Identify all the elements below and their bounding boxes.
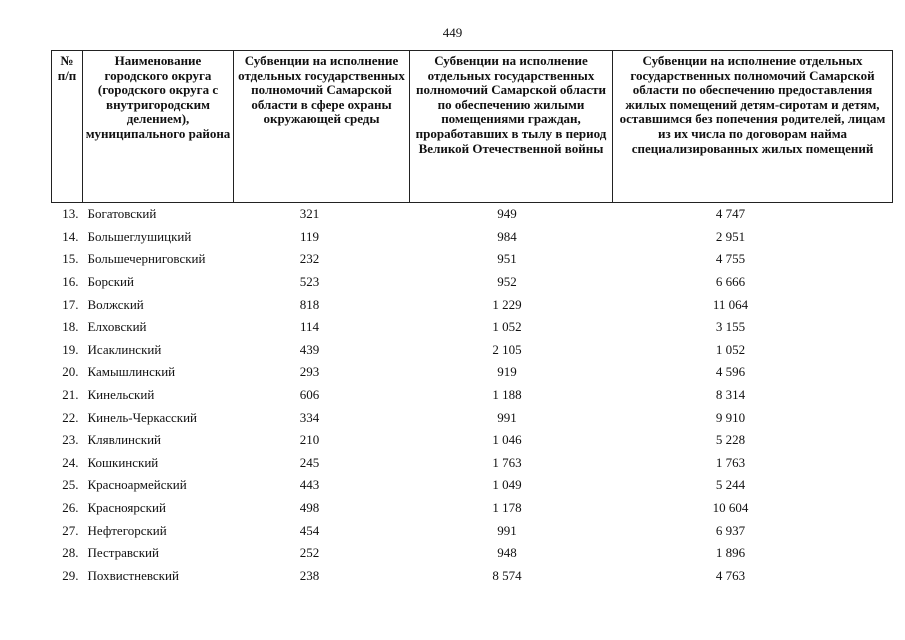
- environment-value: 454: [299, 522, 320, 538]
- environment-value: 238: [299, 567, 320, 583]
- table-row: [52, 293, 893, 316]
- district-name: Богатовский: [87, 206, 157, 222]
- district-name: Нефтегорский: [87, 522, 167, 538]
- row-number: 19.: [62, 341, 79, 357]
- orphans-housing-value: 5 228: [715, 432, 746, 448]
- row-number: 20.: [62, 364, 79, 380]
- district-name: Пестравский: [87, 545, 159, 561]
- district-name: Красноярский: [87, 500, 166, 516]
- subventions-table: [51, 50, 893, 587]
- environment-value: 443: [299, 477, 320, 493]
- district-name: Исаклинский: [87, 341, 162, 357]
- orphans-housing-value: 6 937: [715, 522, 746, 538]
- environment-value: 606: [299, 387, 320, 403]
- war-veterans-housing-value: 919: [497, 364, 517, 380]
- table-row: [52, 226, 893, 249]
- table-row: [52, 497, 893, 520]
- table-header-row: [52, 51, 893, 203]
- orphans-housing-value: 4 596: [715, 364, 746, 380]
- war-veterans-housing-value: 951: [497, 251, 517, 267]
- war-veterans-housing-value: 1 178: [492, 500, 522, 516]
- orphans-housing-value: 4 747: [715, 206, 746, 222]
- row-number: 22.: [62, 409, 79, 425]
- column-header-number: № п/п: [52, 51, 83, 203]
- table-row: [52, 406, 893, 429]
- orphans-housing-value: 8 314: [715, 387, 746, 403]
- orphans-housing-value: 4 763: [715, 567, 746, 583]
- district-name: Кинельский: [87, 387, 155, 403]
- table-row: [52, 271, 893, 294]
- environment-value: 293: [299, 364, 320, 380]
- row-number: 16.: [62, 274, 79, 290]
- district-name: Елховский: [87, 319, 147, 335]
- row-number: 24.: [62, 454, 79, 470]
- table-body: [52, 203, 893, 588]
- war-veterans-housing-value: 991: [497, 522, 517, 538]
- war-veterans-housing-value: 949: [497, 206, 517, 222]
- table-row: [52, 429, 893, 452]
- row-number: 28.: [62, 545, 79, 561]
- environment-value: 245: [299, 454, 320, 470]
- environment-value: 232: [299, 251, 320, 267]
- war-veterans-housing-value: 1 229: [492, 296, 522, 312]
- orphans-housing-value: 3 155: [715, 319, 746, 335]
- column-header-district: Наименование городского округа (городского округа с внутригородским делением), муниципального района: [83, 51, 234, 203]
- orphans-housing-value: 2 951: [715, 228, 746, 244]
- district-name: Большеглушицкий: [87, 228, 192, 244]
- table-row: [52, 542, 893, 565]
- row-number: 18.: [62, 319, 79, 335]
- row-number: 26.: [62, 500, 79, 516]
- column-header-environment-subvention: Субвенции на исполнение отдельных государственных полномочий Самарской области в сфере охраны окружающей среды: [234, 51, 410, 203]
- row-number: 29.: [62, 567, 79, 583]
- table-row: [52, 248, 893, 271]
- orphans-housing-value: 11 064: [712, 296, 749, 312]
- table-row: [52, 316, 893, 339]
- war-veterans-housing-value: 1 188: [492, 387, 522, 403]
- orphans-housing-value: 1 896: [715, 545, 746, 561]
- district-name: Волжский: [87, 296, 144, 312]
- environment-value: 498: [299, 500, 320, 516]
- orphans-housing-value: 5 244: [715, 477, 746, 493]
- war-veterans-housing-value: 2 105: [492, 341, 522, 357]
- district-name: Борский: [87, 274, 134, 290]
- table-row: [52, 384, 893, 407]
- table-row: [52, 203, 893, 226]
- district-name: Камышлинский: [87, 364, 176, 380]
- environment-value: 252: [299, 545, 320, 561]
- war-veterans-housing-value: 8 574: [492, 567, 522, 583]
- orphans-housing-value: 1 052: [715, 341, 746, 357]
- row-number: 17.: [62, 296, 79, 312]
- row-number: 14.: [62, 228, 79, 244]
- war-veterans-housing-value: 984: [497, 228, 517, 244]
- district-name: Большечерниговский: [87, 251, 206, 267]
- environment-value: 119: [299, 228, 320, 244]
- row-number: 15.: [62, 251, 79, 267]
- table-row: [52, 452, 893, 475]
- column-header-war-veterans-housing-subvention: Субвенции на исполнение отдельных государственных полномочий Самарской области по обеспечению жилыми помещениями граждан, проработавших в тылу в период Великой Отечественной войны: [410, 51, 613, 203]
- row-number: 25.: [62, 477, 79, 493]
- environment-value: 523: [299, 274, 320, 290]
- orphans-housing-value: 6 666: [715, 274, 746, 290]
- row-number: 21.: [62, 387, 79, 403]
- war-veterans-housing-value: 952: [497, 274, 517, 290]
- environment-value: 818: [299, 296, 320, 312]
- district-name: Похвистневский: [87, 567, 179, 583]
- war-veterans-housing-value: 1 763: [492, 454, 522, 470]
- war-veterans-housing-value: 948: [497, 545, 517, 561]
- environment-value: 210: [299, 432, 320, 448]
- page-number: 449: [442, 25, 463, 40]
- orphans-housing-value: 4 755: [715, 251, 746, 267]
- war-veterans-housing-value: 1 052: [492, 319, 522, 335]
- district-name: Клявлинский: [87, 432, 162, 448]
- district-name: Кошкинский: [87, 454, 159, 470]
- row-number: 27.: [62, 522, 79, 538]
- war-veterans-housing-value: 1 049: [492, 477, 522, 493]
- orphans-housing-value: 9 910: [715, 409, 746, 425]
- environment-value: 334: [299, 409, 320, 425]
- district-name: Красноармейский: [87, 477, 187, 493]
- environment-value: 114: [299, 319, 320, 335]
- table-row: [52, 519, 893, 542]
- war-veterans-housing-value: 1 046: [492, 432, 522, 448]
- orphans-housing-value: 1 763: [715, 454, 746, 470]
- war-veterans-housing-value: 991: [497, 409, 517, 425]
- orphans-housing-value: 10 604: [712, 500, 749, 516]
- table-row: [52, 339, 893, 362]
- row-number: 23.: [62, 432, 79, 448]
- environment-value: 439: [299, 341, 320, 357]
- column-header-orphans-housing-subvention: Субвенции на исполнение отдельных государственных полномочий Самарской области по обеспечению предоставления жилых помещений детям-сиротам и детям, оставшимся без попечения родителей, лицам из их числа по договорам найма специализированных жилых помещений: [613, 51, 893, 203]
- table-row: [52, 474, 893, 497]
- row-number: 13.: [62, 206, 79, 222]
- table-row: [52, 361, 893, 384]
- table-row: [52, 565, 893, 588]
- environment-value: 321: [299, 206, 320, 222]
- district-name: Кинель-Черкасский: [87, 409, 197, 425]
